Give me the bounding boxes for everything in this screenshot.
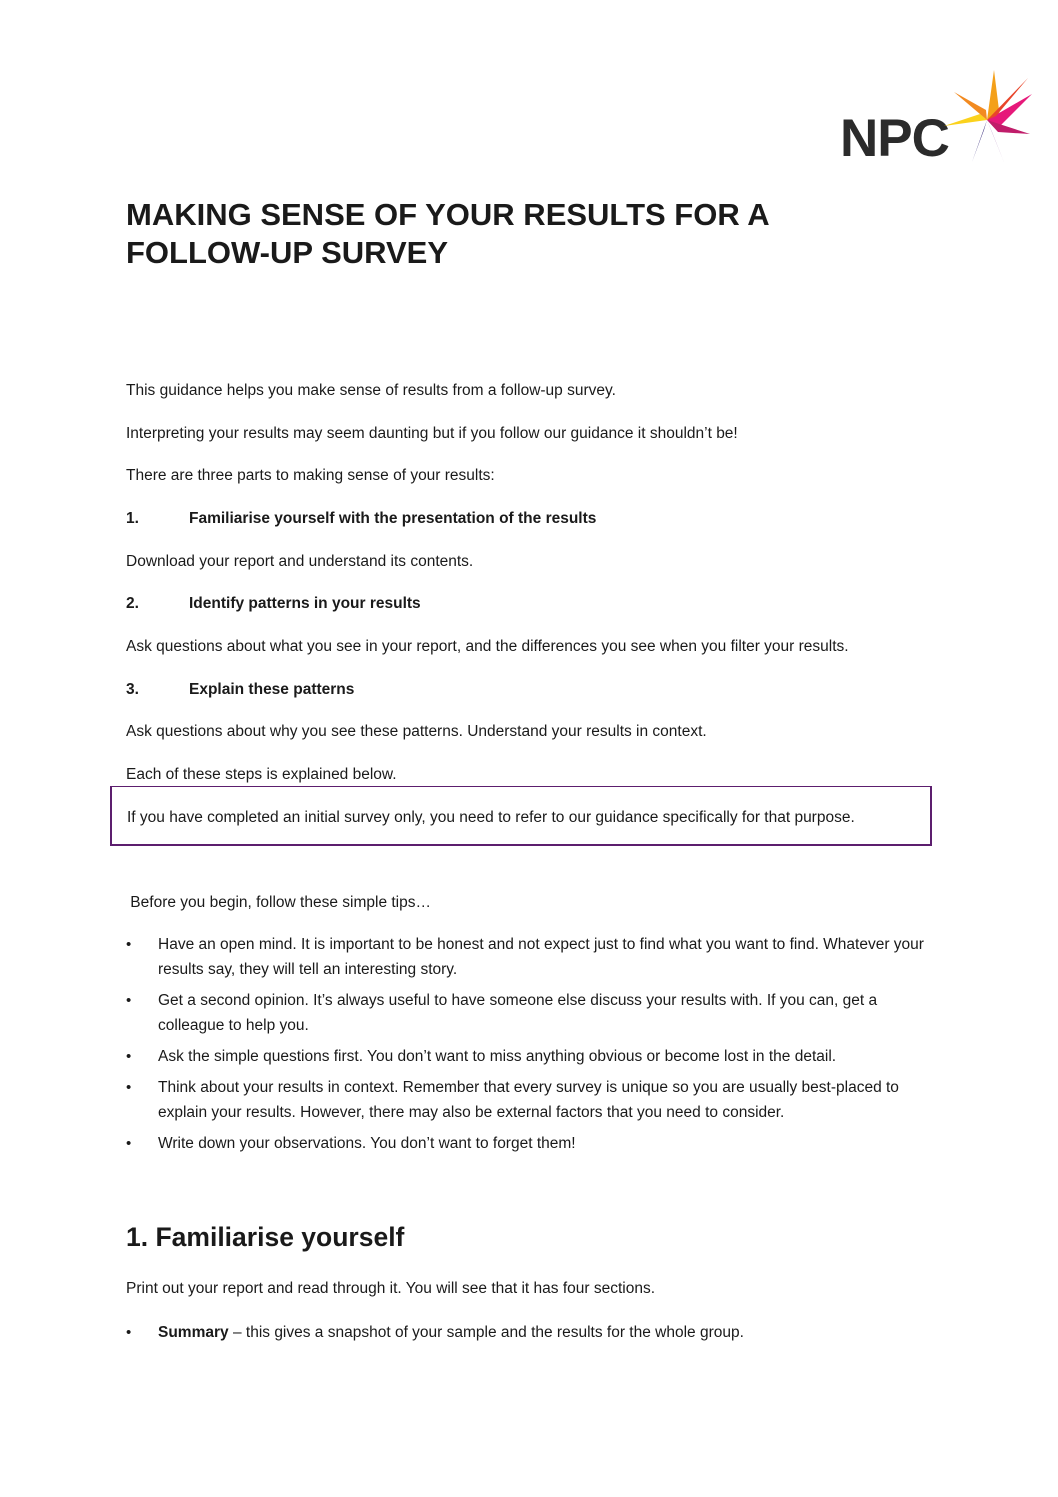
bullet-icon: •: [126, 1048, 132, 1065]
callout-text: If you have completed an initial survey only, you need to refer to our guidance specifically for that purpose.: [127, 809, 855, 826]
intro-paragraph-1: This guidance helps you make sense of results from a follow-up survey.: [126, 382, 616, 399]
logo-wordmark: NPC: [840, 109, 949, 168]
step-title: Explain these patterns: [189, 681, 355, 698]
callout-box: [110, 786, 932, 846]
section-1-text: Print out your report and read through it. You will see that it has four sections.: [126, 1280, 656, 1297]
tips-list: [126, 932, 936, 1162]
tip-text: Have an open mind. It is important to be honest and not expect just to find what you want to find. Whatever your results say, they will tell an interesting story.: [158, 936, 924, 978]
step-title: Identify patterns in your results: [189, 595, 421, 612]
tips-intro: Before you begin, follow these simple tips…: [126, 894, 431, 911]
tip-text: Write down your observations. You don’t want to forget them!: [158, 1135, 576, 1152]
step-1-text: Download your report and understand its contents.: [126, 553, 474, 570]
sections-list: [126, 1320, 936, 1351]
bullet-icon: •: [126, 936, 132, 953]
document-title: MAKING SENSE OF YOUR RESULTS FOR A FOLLOW-UP SURVEY: [126, 197, 769, 270]
steps-footer: Each of these steps is explained below.: [126, 766, 397, 783]
npc-logo: [838, 70, 1033, 170]
list-item: [126, 988, 936, 1038]
section-heading: 1. Familiarise yourself: [126, 1222, 405, 1252]
step-3-text: Ask questions about why you see these patterns. Understand your results in context.: [126, 723, 707, 740]
tip-text: Get a second opinion. It’s always useful to have someone else discuss your results with. If you can, get a colleague to help you.: [158, 992, 878, 1034]
bullet-icon: •: [126, 992, 132, 1009]
step-number: 2.: [126, 595, 139, 612]
step-2-heading: [126, 594, 421, 614]
list-item: [126, 1131, 936, 1156]
bullet-term: Summary: [158, 1324, 229, 1341]
list-item: [126, 932, 936, 982]
step-number: 3.: [126, 681, 139, 698]
bullet-description: – this gives a snapshot of your sample and the results for the whole group.: [228, 1324, 744, 1341]
list-item: [126, 1320, 936, 1345]
tip-text: Think about your results in context. Remember that every survey is unique so you are usually best-placed to explain your results. However, there may also be external factors that you need to consider.: [158, 1079, 899, 1121]
step-1-heading: [126, 509, 596, 529]
step-2-text: Ask questions about what you see in your report, and the differences you see when you filter your results.: [126, 638, 849, 655]
star-burst-icon: [942, 70, 1032, 165]
tip-text: Ask the simple questions first. You don’t want to miss anything obvious or become lost in the detail.: [158, 1048, 837, 1065]
bullet-icon: •: [126, 1324, 132, 1341]
bullet-icon: •: [126, 1135, 132, 1152]
list-item: [126, 1075, 936, 1125]
step-number: 1.: [126, 510, 139, 527]
bullet-icon: •: [126, 1079, 132, 1096]
step-title: Familiarise yourself with the presentation of the results: [189, 510, 597, 527]
intro-paragraph-2: Interpreting your results may seem daunting but if you follow our guidance it shouldn’t be!: [126, 425, 738, 442]
intro-paragraph-3: There are three parts to making sense of your results:: [126, 467, 495, 484]
step-3-heading: [126, 680, 354, 700]
list-item: [126, 1044, 936, 1069]
